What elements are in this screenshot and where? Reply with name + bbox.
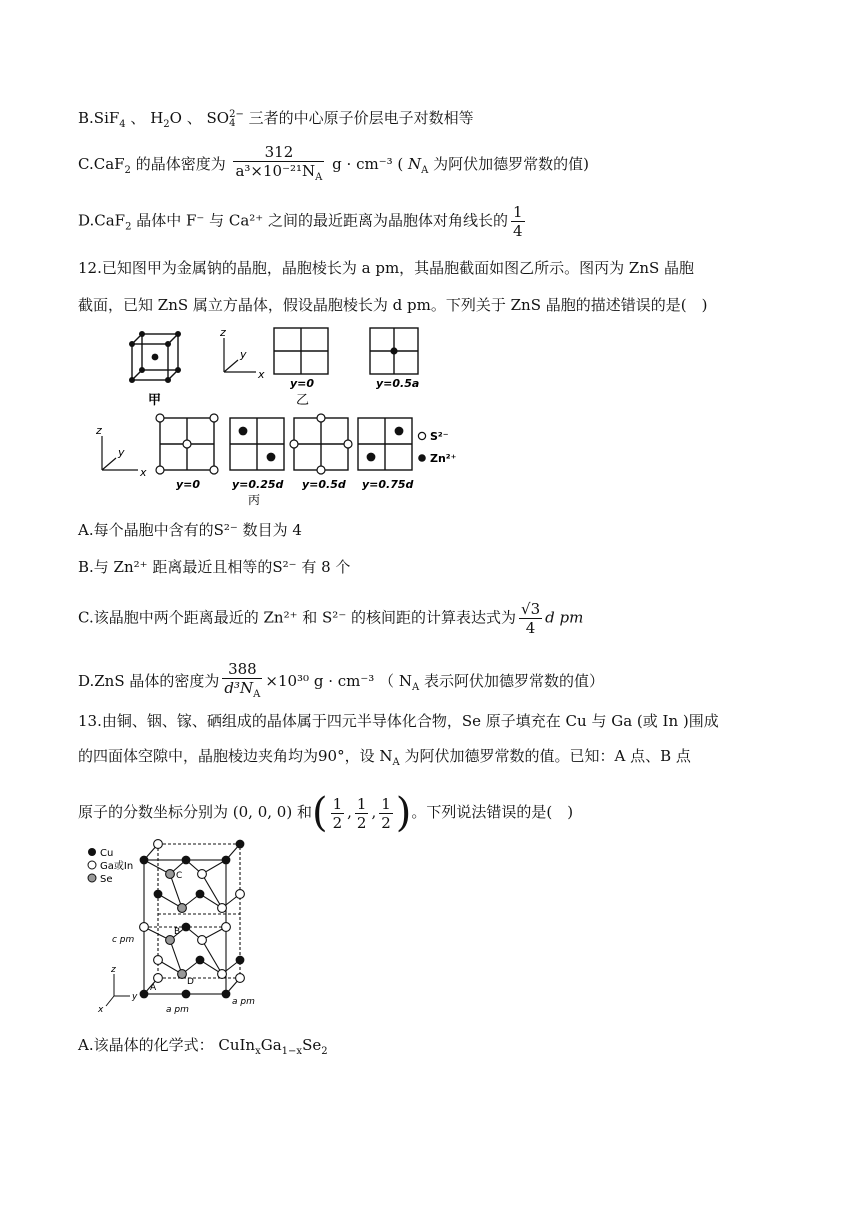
legend-zn-marker xyxy=(418,454,426,462)
svg-text:y=0: y=0 xyxy=(176,478,201,491)
svg-text:z: z xyxy=(96,424,102,437)
q12-option-a: A.每个晶胞中含有的S²⁻ 数目为 4 xyxy=(78,521,302,539)
legend-cu: Cu xyxy=(100,848,114,859)
svg-text:x: x xyxy=(98,1005,104,1015)
q13-stem-line2: 的四面体空隙中，晶胞棱边夹角均为90°，设 $N_A$ 为阿伏加德罗常数的值。已知：A 点、B 点 xyxy=(78,747,691,768)
density-fraction: $\frac{312}{a^3\times 10^{-21}N_A}$ xyxy=(235,143,323,183)
svg-text:y=0.5a: y=0.5a xyxy=(376,377,420,390)
svg-text:z: z xyxy=(220,326,226,339)
svg-text:y: y xyxy=(132,992,138,1002)
quarter-fraction: $\frac{1}{4}$ xyxy=(513,203,523,240)
axes-icon xyxy=(106,974,130,1006)
svg-text:z: z xyxy=(111,965,116,975)
q12-option-c: C.该晶胞中两个距离最近的 Zn²⁺ 和 S²⁻ 的核间距的计算表达式为 $\frac{√3}{4}$ d pm xyxy=(78,600,584,637)
svg-text:y=0: y=0 xyxy=(290,377,315,390)
legend-cu-marker xyxy=(88,848,96,856)
legend-s: S²⁻ xyxy=(430,430,449,443)
label-yi: 乙 xyxy=(296,393,310,408)
figure-cuinse-cell xyxy=(82,834,282,1016)
section-bing-y075d xyxy=(358,418,412,470)
q12-stem-line2: 截面，已知 ZnS 属立方晶体，假设晶胞棱长为 d pm。下列关于 ZnS 晶胞的描述错误的是( ) xyxy=(78,296,708,314)
svg-text:A: A xyxy=(150,983,157,993)
figure-bing xyxy=(92,410,472,508)
figure-jia-yi xyxy=(118,324,448,410)
svg-text:y=0.5d: y=0.5d xyxy=(302,478,346,491)
section-bing-y0 xyxy=(156,414,218,474)
q11-option-d: D.CaF$_2$ 晶体中 F⁻ 与 Ca²⁺ 之间的最近距离为晶胞体对角线长的 $\frac{1}{4}$ xyxy=(78,203,523,240)
q13-stem-line1: 13.由铜、铟、镓、硒组成的晶体属于四元半导体化合物，Se 原子填充在 Cu 与 Ga (或 In )围成 xyxy=(78,712,719,730)
section-bing-y025d xyxy=(230,418,284,470)
q13-stem-line3: 原子的分数坐标分别为 (0, 0, 0) 和( $\frac{1}{2}$ , $\frac{1}{2}$ , $\frac{1}{2}$ )。下列说法错误的是( ) xyxy=(78,790,574,836)
section-bing-y05d xyxy=(290,414,352,474)
legend-s-marker xyxy=(418,432,425,439)
q11-option-c: C.CaF$_2$ 的晶体密度为 $\frac{312}{a^3\times 10^{-21}N_A}$ g · cm⁻³ ( $N_A$ 为阿伏加德罗常数的值) xyxy=(78,143,589,187)
svg-text:c pm: c pm xyxy=(112,935,135,945)
svg-text:a pm: a pm xyxy=(232,997,255,1007)
svg-text:D: D xyxy=(187,977,194,987)
svg-text:B: B xyxy=(174,927,181,937)
svg-text:y: y xyxy=(118,446,125,459)
sqrt3-fraction: $\frac{√3}{4}$ xyxy=(521,600,541,637)
section-y0-yi xyxy=(274,328,328,374)
q12-option-d: D.ZnS 晶体的密度为 $\frac{388}{d^3N_A}$ ×10³⁰ g · cm⁻³ （ $N_A$ 表示阿伏加德罗常数的值） xyxy=(78,660,604,704)
legend-se: Se xyxy=(100,874,113,885)
svg-text:x: x xyxy=(140,466,147,479)
q11-option-b: B.SiF$_4$ 、 $H_2O$ 、 SO 2− 4 三者的中心原子价层电子对数相等 xyxy=(78,109,474,130)
legend-ga-marker xyxy=(88,861,96,869)
q12-option-b: B.与 Zn²⁺ 距离最近且相等的S²⁻ 有 8 个 xyxy=(78,558,351,576)
svg-text:a pm: a pm xyxy=(166,1005,189,1015)
svg-text:C: C xyxy=(176,871,183,881)
legend-zn: Zn²⁺ xyxy=(430,452,457,465)
legend-se-marker xyxy=(88,874,96,882)
legend-ga: Ga或In xyxy=(100,861,134,872)
q12-stem-line1: 12.已知图甲为金属钠的晶胞，晶胞棱长为 a pm，其晶胞截面如图乙所示。图丙为 ZnS 晶胞 xyxy=(78,259,695,277)
svg-text:y=0.25d: y=0.25d xyxy=(232,478,284,491)
svg-text:y=0.75d: y=0.75d xyxy=(362,478,414,491)
svg-text:y: y xyxy=(240,348,247,361)
q13-option-a: A.该晶体的化学式： $CuIn_xGa_{1-x}Se_2$ xyxy=(78,1036,328,1057)
label-jia: 甲 xyxy=(148,393,162,408)
label-bing: 丙 xyxy=(248,493,261,507)
density-fraction-zns: $\frac{388}{d^3N_A}$ xyxy=(224,660,261,700)
svg-text:x: x xyxy=(258,368,265,381)
